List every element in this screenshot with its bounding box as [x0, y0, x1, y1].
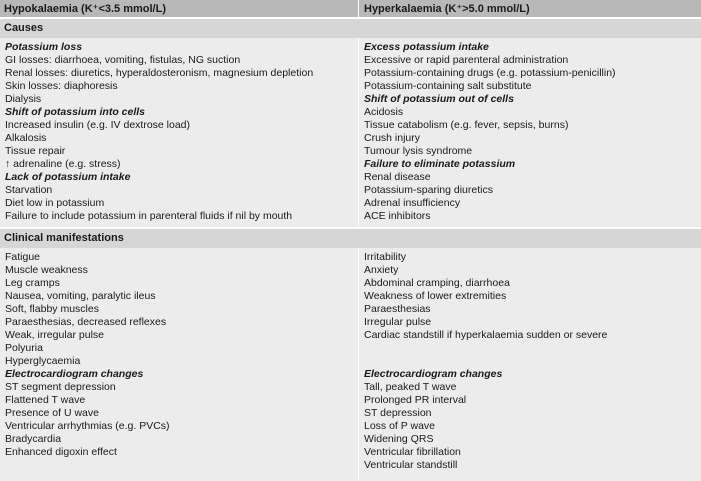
subheading: Shift of potassium out of cells: [364, 93, 514, 105]
list-item: Anxiety: [364, 264, 399, 276]
header-hypokalaemia: Hypokalaemia (K⁺<3.5 mmol/L): [4, 3, 166, 15]
column-divider: [358, 248, 359, 481]
list-item: Adrenal insufficiency: [364, 197, 461, 209]
clinical-hypokalaemia-list: [5, 251, 355, 459]
list-item: Acidosis: [364, 106, 404, 118]
list-item: Renal losses: diuretics, hyperaldosteronism, magnesium depletion: [5, 67, 314, 79]
list-item: Cardiac standstill if hyperkalaemia sudden or severe: [364, 329, 608, 341]
list-item: [364, 355, 699, 368]
list-item: Polyuria: [5, 342, 43, 354]
list-item: Excessive or rapid parenteral administration: [364, 54, 569, 66]
subheading: Lack of potassium intake: [5, 171, 131, 183]
table-header: [0, 0, 701, 17]
list-item: Prolonged PR interval: [364, 394, 467, 406]
section-causes-title: Causes: [4, 22, 44, 34]
list-item: ↑ adrenaline (e.g. stress): [5, 158, 121, 170]
subheading: Electrocardiogram changes: [364, 368, 503, 380]
section-causes-body: [0, 38, 701, 227]
list-item: Potassium-containing salt substitute: [364, 80, 532, 92]
header-divider: [358, 0, 359, 17]
list-item: Bradycardia: [5, 433, 62, 445]
list-item: Ventricular standstill: [364, 459, 458, 471]
list-item: Starvation: [5, 184, 53, 196]
list-item: Tissue catabolism (e.g. fever, sepsis, burns): [364, 119, 569, 131]
list-item: Tumour lysis syndrome: [364, 145, 473, 157]
list-item: Widening QRS: [364, 433, 434, 445]
clinical-hyperkalaemia-list: [364, 251, 699, 472]
list-item: Diet low in potassium: [5, 197, 105, 209]
list-item: Paraesthesias, decreased reflexes: [5, 316, 167, 328]
list-item: Muscle weakness: [5, 264, 88, 276]
list-item: Ventricular fibrillation: [364, 446, 461, 458]
list-item: Flattened T wave: [5, 394, 86, 406]
list-item: Increased insulin (e.g. IV dextrose load): [5, 119, 191, 131]
list-item: Soft, flabby muscles: [5, 303, 99, 315]
list-item: Weak, irregular pulse: [5, 329, 105, 341]
causes-hypokalaemia-list: [5, 41, 355, 223]
list-item: Irritability: [364, 251, 407, 263]
list-item: Nausea, vomiting, paralytic ileus: [5, 290, 156, 302]
list-item: Potassium-sparing diuretics: [364, 184, 493, 196]
list-item: GI losses: diarrhoea, vomiting, fistulas, NG suction: [5, 54, 241, 66]
list-item: Alkalosis: [5, 132, 47, 144]
header-hyperkalaemia: Hyperkalaemia (K⁺>5.0 mmol/L): [364, 3, 530, 15]
section-clinical-body: [0, 248, 701, 481]
list-item: Loss of P wave: [364, 420, 436, 432]
list-item: Potassium-containing drugs (e.g. potassium-penicillin): [364, 67, 616, 79]
list-item: Tall, peaked T wave: [364, 381, 457, 393]
list-item: ST depression: [364, 407, 432, 419]
list-item: Renal disease: [364, 171, 431, 183]
list-item: Skin losses: diaphoresis: [5, 80, 118, 92]
subheading: Potassium loss: [5, 41, 83, 53]
list-item: ST segment depression: [5, 381, 116, 393]
list-item: Enhanced digoxin effect: [5, 446, 117, 458]
list-item: [364, 342, 699, 355]
subheading: Shift of potassium into cells: [5, 106, 146, 118]
list-item: Abdominal cramping, diarrhoea: [364, 277, 510, 289]
list-item: Irregular pulse: [364, 316, 432, 328]
subheading: Excess potassium intake: [364, 41, 489, 53]
list-item: Presence of U wave: [5, 407, 99, 419]
list-item: Weakness of lower extremities: [364, 290, 507, 302]
section-clinical-title: Clinical manifestations: [4, 232, 124, 244]
list-item: Crush injury: [364, 132, 421, 144]
list-item: Paraesthesias: [364, 303, 431, 315]
list-item: Tissue repair: [5, 145, 66, 157]
list-item: Hyperglycaemia: [5, 355, 81, 367]
column-divider: [358, 38, 359, 227]
list-item: Leg cramps: [5, 277, 60, 289]
subheading: Electrocardiogram changes: [5, 368, 144, 380]
list-item: Fatigue: [5, 251, 41, 263]
section-causes-heading: [0, 18, 701, 38]
subheading: Failure to eliminate potassium: [364, 158, 516, 170]
causes-hyperkalaemia-list: [364, 41, 699, 223]
list-item: Failure to include potassium in parenteral fluids if nil by mouth: [5, 210, 293, 222]
list-item: Dialysis: [5, 93, 42, 105]
section-clinical-heading: [0, 228, 701, 248]
list-item: Ventricular arrhythmias (e.g. PVCs): [5, 420, 170, 432]
list-item: ACE inhibitors: [364, 210, 431, 222]
